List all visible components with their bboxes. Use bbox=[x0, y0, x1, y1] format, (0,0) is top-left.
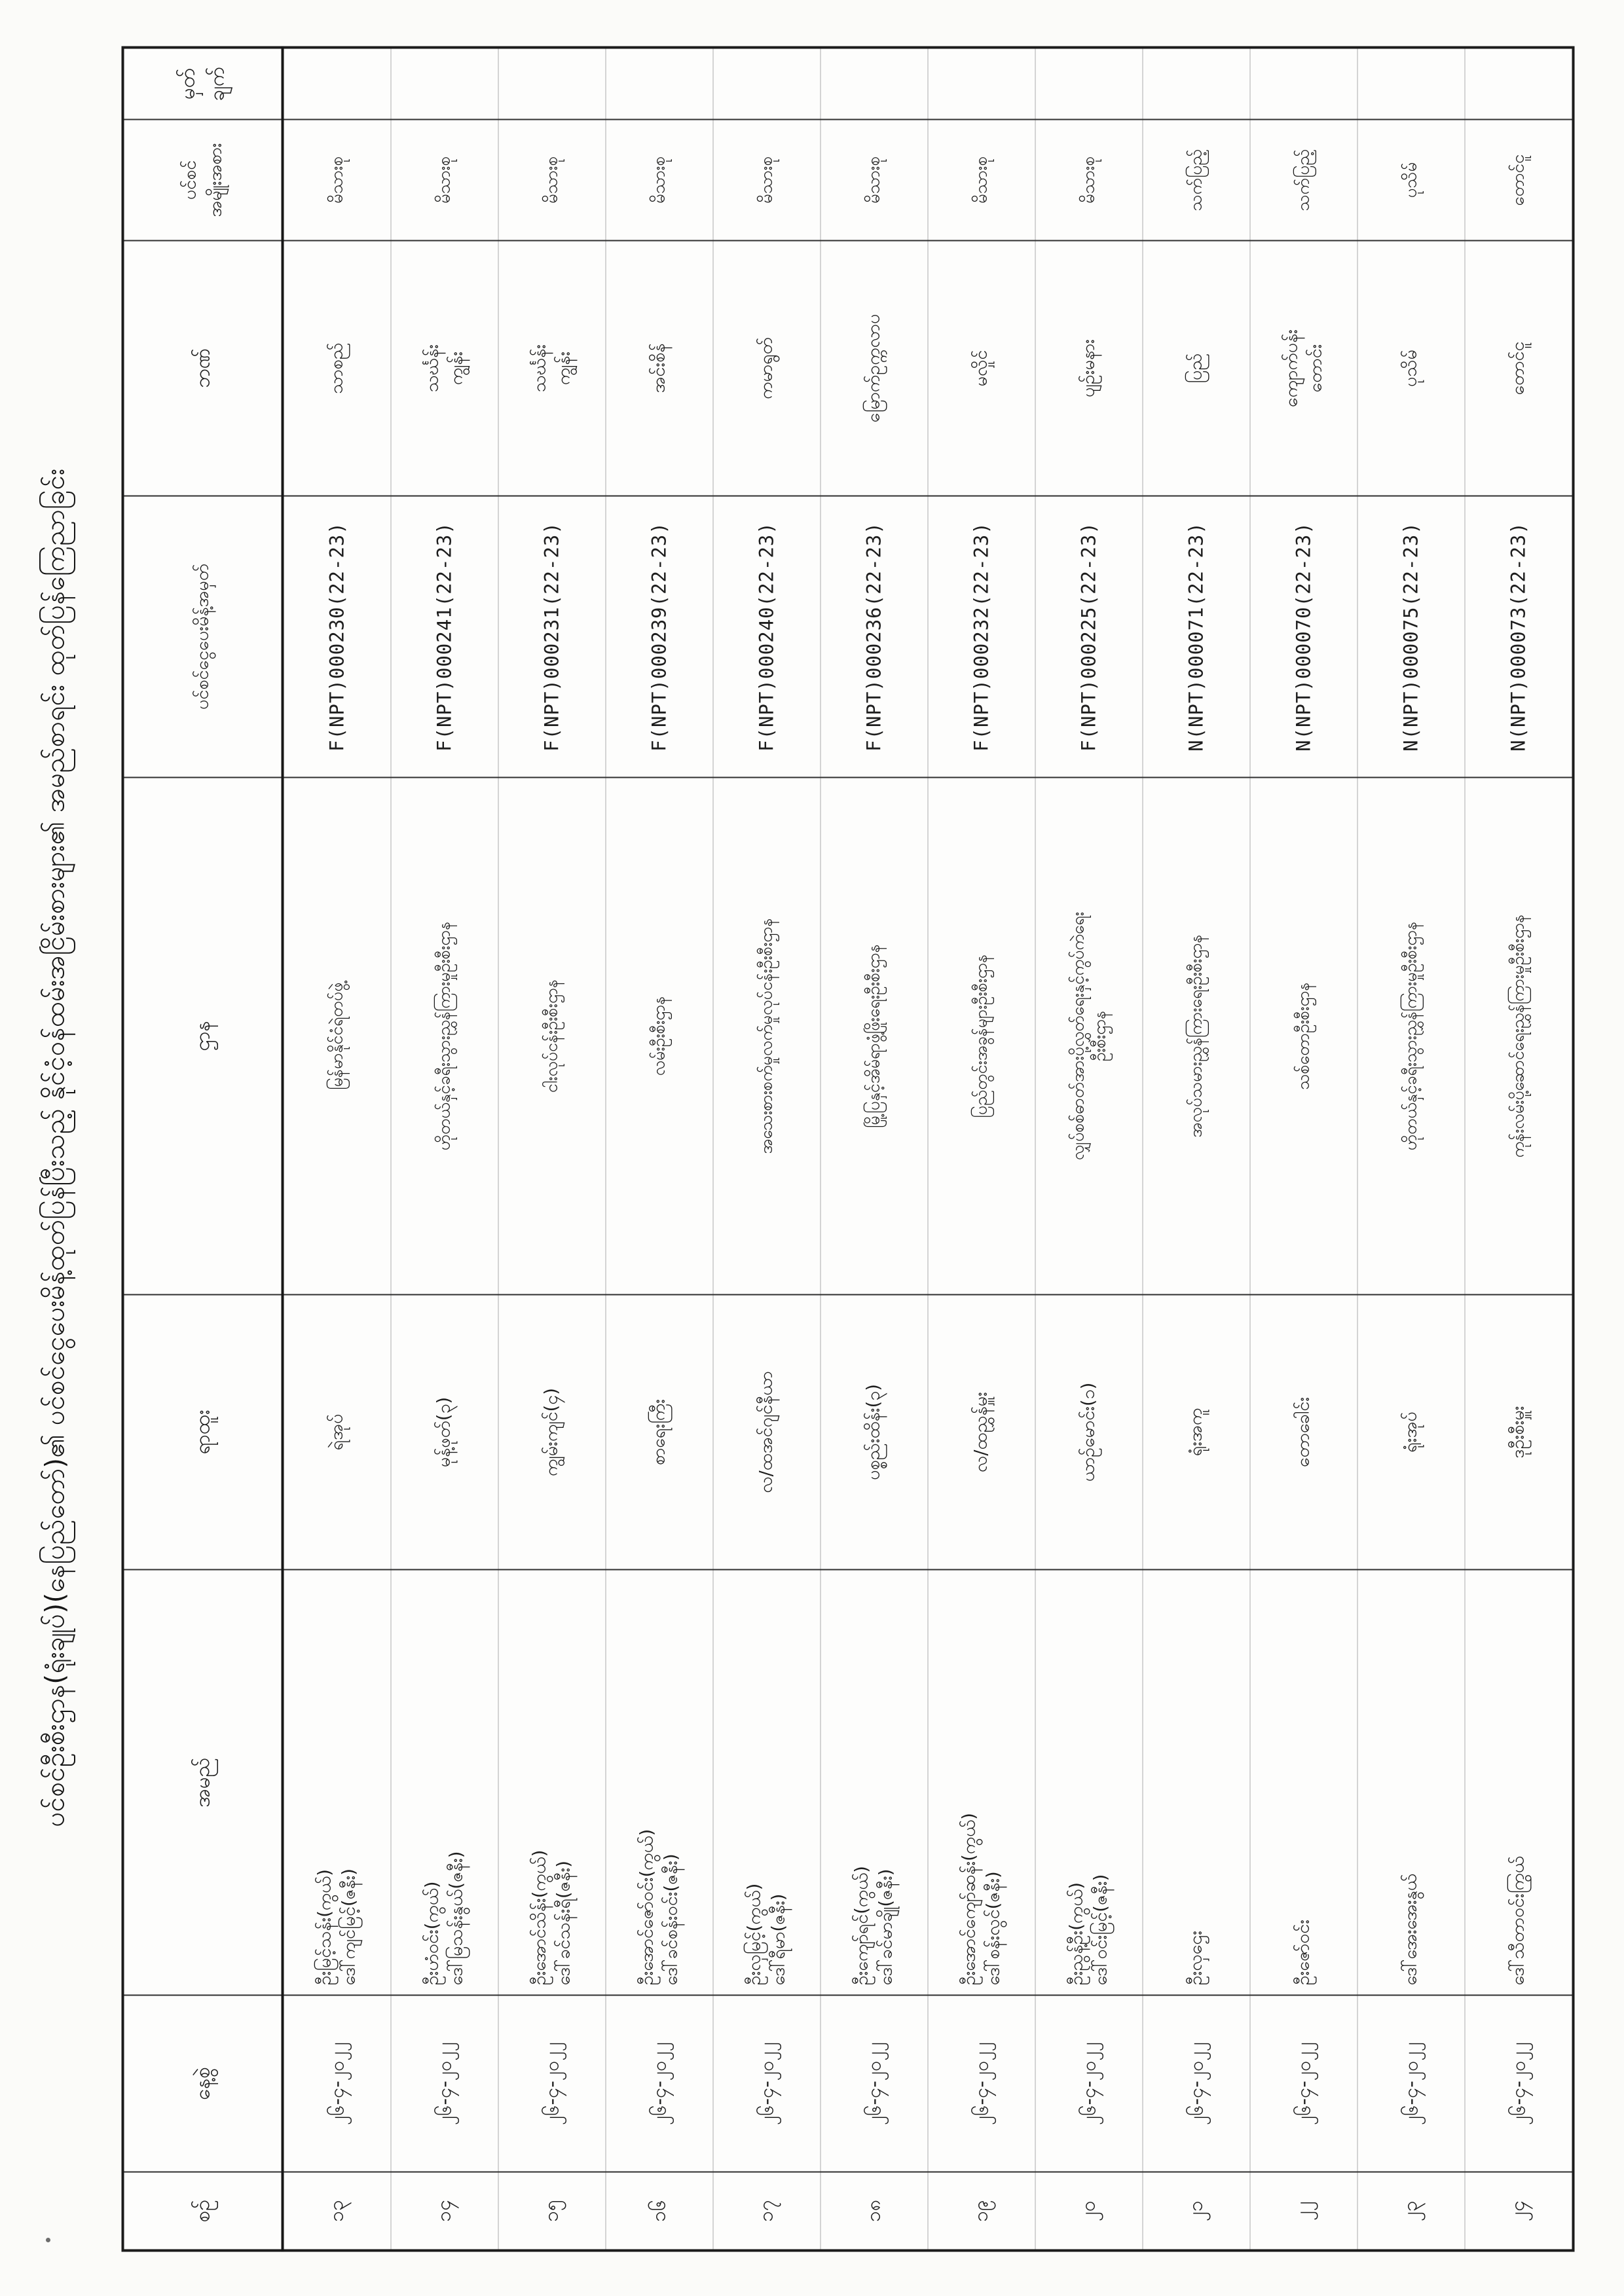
column-header-name: အမည် bbox=[123, 1570, 283, 1995]
cell-date: ၂၆-၄-၂၀၂၂ bbox=[498, 1995, 606, 2172]
cell-pension-type: သက်ပြည့် bbox=[1250, 120, 1357, 241]
cell-pension-type: သက်ပြည့် bbox=[1143, 120, 1250, 241]
cell-remark bbox=[606, 48, 713, 120]
table-row bbox=[928, 48, 1035, 2251]
cell-position: စာရေးကြီး bbox=[606, 1295, 713, 1570]
cell-name: ဦးလှဌေး bbox=[1143, 1570, 1250, 1995]
cell-payment-order-no: F(NPT)000231(22-23) bbox=[498, 496, 606, 778]
cell-payment-order-no: F(NPT)000240(22-23) bbox=[713, 496, 821, 778]
cell-name: ဦးမြင့်သန်း(ကွယ်) ဒေါ်ကျင်မြင့်(ဇနီး) bbox=[283, 1570, 392, 1995]
cell-date: ၂၆-၄-၂၀၂၂ bbox=[821, 1995, 928, 2172]
table-row bbox=[1465, 48, 1574, 2251]
cell-pension-type: မိသားစု bbox=[713, 120, 821, 241]
table-row bbox=[1035, 48, 1143, 2251]
cell-remark bbox=[1250, 48, 1357, 120]
cell-payment-order-no: N(NPT)000075(22-23) bbox=[1357, 496, 1465, 778]
cell-serial: ၁၄ bbox=[391, 2172, 498, 2251]
cell-department: ဟိုတယ်နှင့်ခရီးသွားညွှန်ကြားမှုဦးစီးဌာန bbox=[1357, 778, 1465, 1295]
table-body bbox=[283, 48, 1574, 2251]
cell-department: အသေးစားစက်မှုလက်မှုလုပ်ငန်းဦးစီးဌာန bbox=[713, 778, 821, 1295]
cell-department: လမ်းဦးစီးဌာန bbox=[606, 778, 713, 1295]
cell-payment-order-no: F(NPT)000230(22-23) bbox=[283, 496, 392, 778]
cell-remark bbox=[391, 48, 498, 120]
cell-payment-order-no: N(NPT)000073(22-23) bbox=[1465, 496, 1574, 778]
cell-position: ရုံးအုပ် bbox=[1357, 1295, 1465, 1570]
table-row bbox=[1143, 48, 1250, 2251]
cell-remark bbox=[283, 48, 392, 120]
table-row bbox=[498, 48, 606, 2251]
cell-position: မုန့်ဖုတ်(၃) bbox=[391, 1295, 498, 1570]
cell-position: ဒုဦးစီးမှူး bbox=[1465, 1295, 1574, 1570]
table-row bbox=[283, 48, 392, 2251]
cell-payment-order-no: F(NPT)000236(22-23) bbox=[821, 496, 928, 778]
column-header-serial: စဉ် bbox=[123, 2172, 283, 2251]
cell-remark bbox=[498, 48, 606, 120]
cell-department: ကုန်းလမ်းပို့ဆောင်ရေးညွှန်ကြားမှုဦးစီးဌာန bbox=[1465, 778, 1574, 1295]
cell-pension-type: မိသားစု bbox=[1035, 120, 1143, 241]
cell-date: ၂၆-၄-၂၀၂၂ bbox=[1465, 1995, 1574, 2172]
cell-bank: ကျောက်ပန်း တောင်း bbox=[1250, 241, 1357, 496]
cell-position: ကျွမ်းကျင်(၄) bbox=[498, 1295, 606, 1570]
cell-department: အလုပ်သမားညွှန်ကြားရေးဦးစီးဌာန bbox=[1143, 778, 1250, 1295]
cell-name: ဦးဟံဝင်း(ကွယ်) ဒေါ်မြသန်းနွယ်(ဇနီး) bbox=[391, 1570, 498, 1995]
cell-serial: ၁၅ bbox=[498, 2172, 606, 2251]
cell-date: ၂၆-၄-၂၀၂၂ bbox=[1357, 1995, 1465, 2172]
cell-name: ဦးလှမြင့်(ကွယ်) ဒေါ်ရီမာ(ဇနီး) bbox=[713, 1570, 821, 1995]
cell-payment-order-no: F(NPT)000239(22-23) bbox=[606, 496, 713, 778]
cell-date: ၂၆-၄-၂၀၂၂ bbox=[1143, 1995, 1250, 2172]
cell-serial: ၁၇ bbox=[713, 2172, 821, 2251]
cell-payment-order-no: F(NPT)000232(22-23) bbox=[928, 496, 1035, 778]
cell-department: လျှပ်စစ်ဓာတ်အားပို့လွှတ်ရေးနှင့်ကွပ်ကဲရေး ဦးစီးဌာန bbox=[1035, 778, 1143, 1295]
cell-pension-type: မိသားစု bbox=[606, 120, 713, 241]
cell-name: ဦးအောင်ဇော်ဝင်း(ကွယ်) ဒေါ်ခင်စန်းဝင်း(ဇနီး) bbox=[606, 1570, 713, 1995]
cell-serial: ၁၃ bbox=[283, 2172, 392, 2251]
cell-serial: ၂၄ bbox=[1465, 2172, 1574, 2251]
cell-date: ၂၆-၄-၂၀၂၂ bbox=[928, 1995, 1035, 2172]
cell-pension-type: မိသားစု bbox=[283, 120, 392, 241]
cell-pension-type: ပုသိမ် bbox=[1357, 120, 1465, 241]
cell-remark bbox=[1465, 48, 1574, 120]
cell-position: ပစ္စည်းထိန်း(၃) bbox=[821, 1295, 928, 1570]
cell-bank: ပျဉ်းမနား bbox=[1035, 241, 1143, 496]
cell-payment-order-no: N(NPT)000070(22-23) bbox=[1250, 496, 1357, 778]
cell-remark bbox=[928, 48, 1035, 120]
cell-bank: တောင်ငူ bbox=[1465, 241, 1574, 496]
cell-pension-type: မိသားစု bbox=[821, 120, 928, 241]
cell-remark bbox=[713, 48, 821, 120]
cell-department: ငါးလုပ်ငန်းဦးစီးဌာန bbox=[498, 778, 606, 1295]
document-title: ပင်စင်ဦးစီးဌာန(ရုံးချုပ်)(နေပြည်တော်)၏ ပင်စင်ငွေပေးမိန့်ထုတ်ပြန်ပြီးသည့် နိုင်ငံ့ဝန်ထမ်းအငြိမ်းစားများ၏ အမည်စာရင်း ထုတ်ပြန်ကြေညာခြင်း bbox=[40, 468, 71, 1827]
cell-pension-type: မိသားစု bbox=[498, 120, 606, 241]
cell-name: ဦးညွန့်ဦး(ကွယ်) ဒေါ်ဝင်းမြင့်(ဇနီး) bbox=[1035, 1570, 1143, 1995]
pension-list-table bbox=[122, 46, 1575, 2252]
rotated-landscape-content bbox=[1, 0, 1624, 2296]
cell-department: ဟိုတယ်နှင့်ခရီးသွားညွှန်ကြားမှုဦးစီးဌာန bbox=[391, 778, 498, 1295]
cell-date: ၂၆-၄-၂၀၂၂ bbox=[606, 1995, 713, 2172]
cell-date: ၂၆-၄-၂၀၂၂ bbox=[713, 1995, 821, 2172]
table-row bbox=[391, 48, 498, 2251]
table-row bbox=[1250, 48, 1357, 2251]
cell-serial: ၂၃ bbox=[1357, 2172, 1465, 2251]
cell-serial: ၁၆ bbox=[606, 2172, 713, 2251]
cell-serial: ၂၂ bbox=[1250, 2172, 1357, 2251]
cell-payment-order-no: N(NPT)000071(22-23) bbox=[1143, 496, 1250, 778]
cell-department: မြို့ပြနှင့်အိမ်ရာဖွံ့ဖြိုးရေးဦးစီးဌာန bbox=[821, 778, 928, 1295]
cell-bank: အင်းစိန် bbox=[606, 241, 713, 496]
cell-bank: ပုသိမ် bbox=[1357, 241, 1465, 496]
cell-bank: မလှိုင် bbox=[928, 241, 1035, 496]
table-row bbox=[713, 48, 821, 2251]
cell-pension-type: မိသားစု bbox=[928, 120, 1035, 241]
table-row bbox=[821, 48, 928, 2251]
column-header-pension-type: ပင်စင် အမျိုးအစား bbox=[123, 120, 283, 241]
cell-position: တောခေါင်း bbox=[1250, 1295, 1357, 1570]
cell-bank: သင်္ဃန်း ကျွန်း bbox=[391, 241, 498, 496]
cell-remark bbox=[1035, 48, 1143, 120]
cell-remark bbox=[1143, 48, 1250, 120]
cell-position: လ/ထအင်ဂျင်နီယာ bbox=[713, 1295, 821, 1570]
column-header-position: ရာထူး bbox=[123, 1295, 283, 1570]
cell-name: ဦးဇော်ဝင်း bbox=[1250, 1570, 1357, 1995]
cell-department: မြန်မာနိုင်ငံရဲတပ်ဖွဲ့ bbox=[283, 778, 392, 1295]
cell-bank: ကမာရွတ် bbox=[713, 241, 821, 496]
cell-bank: သာစည် bbox=[283, 241, 392, 496]
cell-date: ၂၆-၄-၂၀၂၂ bbox=[283, 1995, 392, 2172]
cell-serial: ၂၀ bbox=[1035, 2172, 1143, 2251]
table-row bbox=[606, 48, 713, 2251]
cell-position: ယာဉ်မောင်း(၁) bbox=[1035, 1295, 1143, 1570]
cell-position: ရုံးအကူ bbox=[1143, 1295, 1250, 1570]
cell-department: သစ်တောဦးစီးဌာန bbox=[1250, 778, 1357, 1295]
cell-bank: ပြည် bbox=[1143, 241, 1250, 496]
header-row bbox=[123, 48, 283, 2251]
cell-name: ဒေါ်သီတာဝင်းကြွယ် bbox=[1465, 1570, 1574, 1995]
column-header-remark: မှတ် ချက် bbox=[123, 48, 283, 120]
table-row bbox=[1357, 48, 1465, 2251]
cell-payment-order-no: F(NPT)000241(22-23) bbox=[391, 496, 498, 778]
cell-name: ဦးအောင်ကျော်ဆန်း(ကွယ်) ဒေါ်စန်းလွင်(ဇနီး) bbox=[928, 1570, 1035, 1995]
cell-serial: ၁၉ bbox=[928, 2172, 1035, 2251]
cell-bank: သင်္ဃန်း ကျွန်း bbox=[498, 241, 606, 496]
cell-remark bbox=[821, 48, 928, 120]
cell-pension-type: မိသားစု bbox=[391, 120, 498, 241]
cell-serial: ၂၁ bbox=[1143, 2172, 1250, 2251]
cell-date: ၂၆-၄-၂၀၂၂ bbox=[391, 1995, 498, 2172]
column-header-payment-order-no: ပင်စင်ငွေပေးမိန့်အမှတ် bbox=[123, 496, 283, 778]
cell-position: ရဲအုပ် bbox=[283, 1295, 392, 1570]
cell-bank: မြောက်ဥက္ကလာပ bbox=[821, 241, 928, 496]
cell-name: ဦးအောင်သိန်း(ကွယ်) ဒေါ်ခင်သန်းရီ(ဇနီး) bbox=[498, 1570, 606, 1995]
cell-name: ဦးကျော်ရင်(ကွယ်) ဒေါ်ခင်မာချို(ဇနီး) bbox=[821, 1570, 928, 1995]
column-header-department: ဌာန bbox=[123, 778, 283, 1295]
cell-date: ၂၆-၄-၂၀၂၂ bbox=[1035, 1995, 1143, 2172]
cell-position: လ/ထညွှန်မှူး bbox=[928, 1295, 1035, 1570]
cell-serial: ၁၈ bbox=[821, 2172, 928, 2251]
cell-name: ဒေါ်အေးအေးနွယ် bbox=[1357, 1570, 1465, 1995]
column-header-bank: ဘဏ် bbox=[123, 241, 283, 496]
cell-payment-order-no: F(NPT)000225(22-23) bbox=[1035, 496, 1143, 778]
cell-date: ၂၆-၄-၂၀၂၂ bbox=[1250, 1995, 1357, 2172]
column-header-date: နေ့စွဲ bbox=[123, 1995, 283, 2172]
cell-pension-type: တောင်ငူ bbox=[1465, 120, 1574, 241]
cell-remark bbox=[1357, 48, 1465, 120]
cell-department: ပြည်တွင်းအခွန်များဦးစီးဌာန bbox=[928, 778, 1035, 1295]
